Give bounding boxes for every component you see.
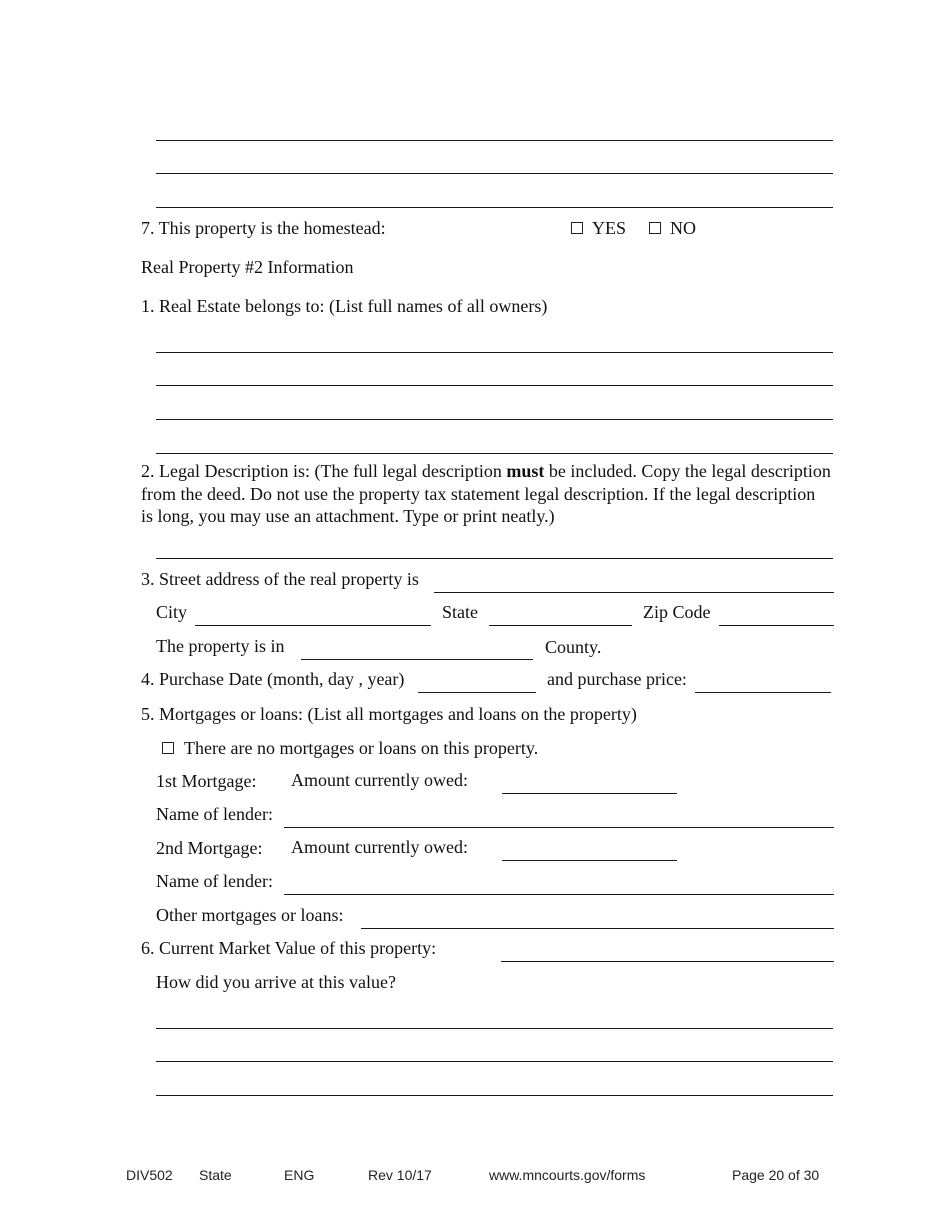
county-line[interactable] bbox=[301, 659, 533, 660]
value-method-line[interactable] bbox=[156, 1095, 833, 1096]
second-lender-label: Name of lender: bbox=[156, 871, 273, 891]
homestead-yes-label: YES bbox=[592, 218, 627, 238]
footer-url[interactable]: www.mncourts.gov/forms bbox=[489, 1167, 646, 1183]
purchase-date-label: 4. Purchase Date (month, day , year) bbox=[141, 669, 405, 689]
footer-page-number: Page 20 of 30 bbox=[732, 1167, 820, 1183]
footer-form-id: DIV502 bbox=[126, 1167, 173, 1183]
value-method-label: How did you arrive at this value? bbox=[156, 972, 396, 992]
footer-category: State bbox=[199, 1167, 232, 1183]
first-mortgage-label: 1st Mortgage: bbox=[156, 771, 257, 791]
legal-description-text-2: be included. Copy the legal description from the deed. Do not use the property tax statement legal description. If the legal description is long, you may use an attachment. Type or print neatly.) bbox=[141, 461, 831, 526]
purchase-price-label: and purchase price: bbox=[547, 669, 687, 689]
second-mortgage-label: 2nd Mortgage: bbox=[156, 838, 263, 858]
second-mortgage-amount-label: Amount currently owed: bbox=[291, 837, 468, 857]
no-mortgages-checkbox[interactable] bbox=[162, 742, 174, 754]
legal-description-text-1: 2. Legal Description is: (The full legal description bbox=[141, 461, 507, 481]
answer-line[interactable] bbox=[156, 207, 833, 208]
value-method-line[interactable] bbox=[156, 1061, 833, 1062]
other-mortgages-line[interactable] bbox=[361, 928, 834, 929]
street-address-label: 3. Street address of the real property is bbox=[141, 569, 419, 589]
owners-line[interactable] bbox=[156, 453, 833, 454]
purchase-price-line[interactable] bbox=[695, 692, 831, 693]
first-lender-line[interactable] bbox=[284, 827, 834, 828]
homestead-yes-checkbox[interactable] bbox=[571, 222, 583, 234]
homestead-no-label: NO bbox=[670, 218, 696, 238]
zip-code-line[interactable] bbox=[719, 625, 834, 626]
no-mortgages-label: There are no mortgages or loans on this property. bbox=[184, 738, 539, 758]
legal-description-line[interactable] bbox=[156, 558, 833, 559]
first-mortgage-amount-line[interactable] bbox=[502, 793, 677, 794]
legal-description-emphasis: must bbox=[506, 461, 545, 481]
state-line[interactable] bbox=[489, 625, 632, 626]
other-mortgages-label: Other mortgages or loans: bbox=[156, 905, 344, 925]
answer-line[interactable] bbox=[156, 140, 833, 141]
first-lender-label: Name of lender: bbox=[156, 804, 273, 824]
value-method-line[interactable] bbox=[156, 1028, 833, 1029]
footer-revision: Rev 10/17 bbox=[368, 1167, 432, 1183]
city-line[interactable] bbox=[195, 625, 431, 626]
state-label: State bbox=[442, 602, 478, 622]
second-lender-line[interactable] bbox=[284, 894, 834, 895]
mortgages-heading: 5. Mortgages or loans: (List all mortgages and loans on the property) bbox=[141, 704, 637, 724]
owners-line[interactable] bbox=[156, 385, 833, 386]
homestead-question: 7. This property is the homestead: bbox=[141, 218, 386, 238]
second-mortgage-amount-line[interactable] bbox=[502, 860, 677, 861]
market-value-label: 6. Current Market Value of this property: bbox=[141, 938, 437, 958]
owners-line[interactable] bbox=[156, 419, 833, 420]
county-prefix-label: The property is in bbox=[156, 636, 285, 656]
answer-line[interactable] bbox=[156, 173, 833, 174]
owners-line[interactable] bbox=[156, 352, 833, 353]
legal-description-instructions bbox=[141, 460, 831, 528]
purchase-date-line[interactable] bbox=[418, 692, 536, 693]
city-label: City bbox=[156, 602, 188, 622]
market-value-line[interactable] bbox=[501, 961, 834, 962]
section-heading: Real Property #2 Information bbox=[141, 257, 354, 277]
homestead-no-checkbox[interactable] bbox=[649, 222, 661, 234]
owners-label: 1. Real Estate belongs to: (List full names of all owners) bbox=[141, 296, 548, 316]
county-suffix-label: County. bbox=[545, 637, 602, 657]
footer-language: ENG bbox=[284, 1167, 315, 1183]
zip-code-label: Zip Code bbox=[643, 602, 711, 622]
street-address-line[interactable] bbox=[434, 592, 834, 593]
first-mortgage-amount-label: Amount currently owed: bbox=[291, 770, 468, 790]
